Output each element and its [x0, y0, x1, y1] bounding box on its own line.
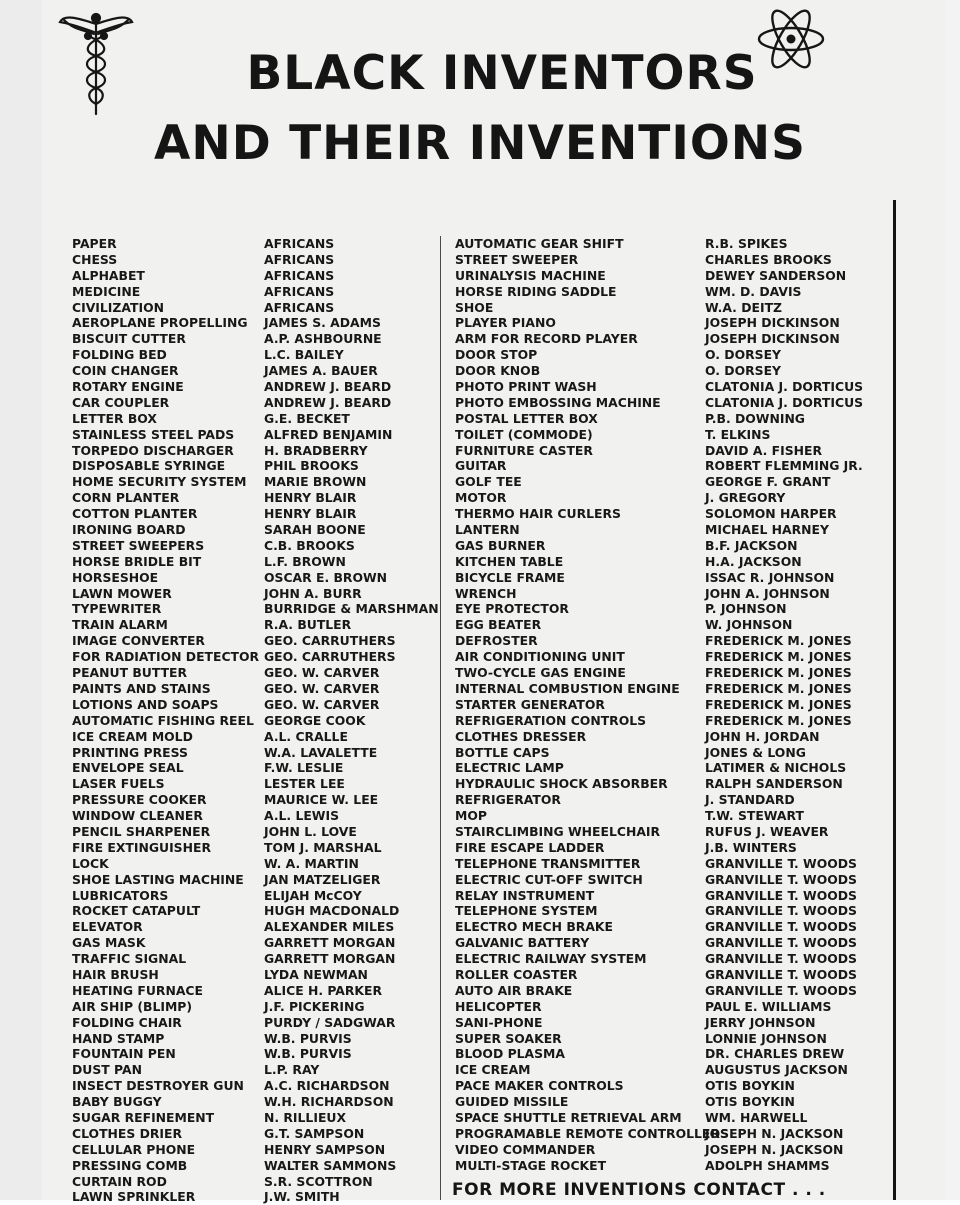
invention-item: PROGRAMABLE REMOTE CONTROLLERS — [455, 1125, 729, 1141]
inventor-item: SARAH BOONE — [264, 522, 366, 538]
invention-item: CLOTHES DRESSER — [455, 728, 587, 744]
inventor-item: DAVID A. FISHER — [705, 442, 823, 458]
inventor-item: AFRICANS — [264, 236, 335, 251]
scan-margin-left — [0, 0, 42, 1200]
inventor-item: ANDREW J. BEARD — [264, 379, 392, 395]
invention-item: COIN CHANGER — [72, 363, 179, 379]
inventor-item: JOSEPH N. JACKSON — [705, 1141, 844, 1157]
inventor-item: MICHAEL HARNEY — [705, 522, 829, 538]
inventor-item: H. BRADBERRY — [264, 442, 368, 458]
invention-item: BISCUIT CUTTER — [72, 331, 186, 347]
inventor-item: SOLOMON HARPER — [705, 506, 837, 522]
invention-item: ELECTRIC RAILWAY SYSTEM — [455, 951, 647, 967]
invention-item: GOLF TEE — [455, 474, 522, 490]
invention-item: HEATING FURNACE — [72, 982, 203, 998]
inventor-item: JAN MATZELIGER — [264, 871, 381, 887]
inventor-item: GEO. CARRUTHERS — [264, 649, 396, 665]
invention-item: FOLDING CHAIR — [72, 1014, 182, 1030]
inventor-item: ROBERT FLEMMING JR. — [705, 458, 863, 474]
inventor-item: H.A. JACKSON — [705, 553, 802, 569]
inventor-item: G.T. SAMPSON — [264, 1125, 365, 1141]
inventor-item: JOSEPH N. JACKSON — [705, 1125, 844, 1141]
inventor-item: P. JOHNSON — [705, 601, 787, 617]
inventor-item: JONES & LONG — [705, 744, 806, 760]
invention-item: PENCIL SHARPENER — [72, 823, 211, 839]
inventor-item: TOM J. MARSHAL — [264, 839, 382, 855]
inventor-item: PURDY / SADGWAR — [264, 1014, 396, 1030]
inventor-item: GRANVILLE T. WOODS — [705, 966, 857, 982]
inventor-item: GARRETT MORGAN — [264, 951, 396, 967]
invention-item: FIRE EXTINGUISHER — [72, 839, 211, 855]
invention-item: SANI-PHONE — [455, 1014, 543, 1030]
invention-item: FOR RADIATION DETECTOR — [72, 649, 260, 665]
inventor-item: PHIL BROOKS — [264, 458, 359, 474]
inventor-item: ANDREW J. BEARD — [264, 394, 392, 410]
invention-item: AUTOMATIC FISHING REEL — [72, 712, 254, 728]
invention-item: LOCK — [72, 855, 109, 871]
inventor-item: GRANVILLE T. WOODS — [705, 951, 857, 967]
invention-item: LAWN SPRINKLER — [72, 1189, 196, 1205]
invention-item: DOOR KNOB — [455, 363, 541, 379]
inventor-item: JOHN A. BURR — [264, 585, 362, 601]
inventor-item: ALFRED BENJAMIN — [264, 426, 393, 442]
invention-item: CIVILIZATION — [72, 299, 164, 315]
invention-item: URINALYSIS MACHINE — [455, 267, 606, 283]
invention-item: BOTTLE CAPS — [455, 744, 550, 760]
invention-item: PRINTING PRESS — [72, 744, 188, 760]
inventor-item: BURRIDGE & MARSHMAN — [264, 601, 439, 617]
inventor-item: GEORGE COOK — [264, 712, 366, 728]
invention-item: MOTOR — [455, 490, 507, 506]
invention-item: INSECT DESTROYER GUN — [72, 1078, 244, 1094]
inventor-item: J.B. WINTERS — [705, 839, 797, 855]
invention-item: TELEPHONE SYSTEM — [455, 903, 598, 919]
invention-item: RELAY INSTRUMENT — [455, 887, 595, 903]
invention-item: STREET SWEEPERS — [72, 537, 205, 553]
invention-item: LOTIONS AND SOAPS — [72, 696, 219, 712]
inventor-item: GEORGE F. GRANT — [705, 474, 831, 490]
inventor-item: DR. CHARLES DREW — [705, 1046, 845, 1062]
invention-item: GAS BURNER — [455, 537, 546, 553]
invention-item: PLAYER PIANO — [455, 315, 556, 331]
invention-item: GAS MASK — [72, 935, 146, 951]
invention-item: TELEPHONE TRANSMITTER — [455, 855, 641, 871]
invention-item: ELECTRIC CUT-OFF SWITCH — [455, 871, 643, 887]
inventor-item: W.A. LAVALETTE — [264, 744, 378, 760]
inventor-item: CLATONIA J. DORTICUS — [705, 394, 864, 410]
invention-item: FIRE ESCAPE LADDER — [455, 839, 605, 855]
right-inventors-column — [705, 236, 863, 1174]
inventor-item: JERRY JOHNSON — [705, 1014, 816, 1030]
invention-item: SHOE — [455, 299, 494, 315]
invention-item: PAPER — [72, 236, 117, 251]
scan-margin-right — [946, 0, 960, 1200]
invention-item: LANTERN — [455, 522, 520, 538]
invention-item: ICE CREAM MOLD — [72, 728, 193, 744]
inventor-item: CLATONIA J. DORTICUS — [705, 379, 864, 395]
inventor-item: JOHN L. LOVE — [264, 823, 357, 839]
inventor-item: LESTER LEE — [264, 776, 345, 792]
inventor-item: JAMES S. ADAMS — [264, 315, 381, 331]
inventor-item: AFRICANS — [264, 251, 335, 267]
inventor-item: L.F. BROWN — [264, 553, 346, 569]
invention-item: TYPEWRITER — [72, 601, 162, 617]
invention-item: DOOR STOP — [455, 347, 538, 363]
inventor-item: ADOLPH SHAMMS — [705, 1157, 830, 1173]
inventor-item: CHARLES BROOKS — [705, 251, 832, 267]
invention-item: DISPOSABLE SYRINGE — [72, 458, 226, 474]
invention-item: FURNITURE CASTER — [455, 442, 593, 458]
inventor-item: HENRY BLAIR — [264, 490, 357, 506]
invention-item: IRONING BOARD — [72, 522, 186, 538]
invention-item: STAIRCLIMBING WHEELCHAIR — [455, 823, 661, 839]
invention-item: PHOTO EMBOSSING MACHINE — [455, 394, 661, 410]
inventor-item: W.B. PURVIS — [264, 1030, 352, 1046]
inventor-item: OTIS BOYKIN — [705, 1094, 795, 1110]
invention-item: HORSESHOE — [72, 569, 159, 585]
inventor-item: OTIS BOYKIN — [705, 1078, 795, 1094]
invention-item: SPACE SHUTTLE RETRIEVAL ARM — [455, 1109, 682, 1125]
invention-item: SHOE LASTING MACHINE — [72, 871, 244, 887]
inventor-item: W.B. PURVIS — [264, 1046, 352, 1062]
invention-item: AIR SHIP (BLIMP) — [72, 998, 193, 1014]
invention-item: PAINTS AND STAINS — [72, 680, 211, 696]
invention-item: AEROPLANE PROPELLING — [72, 315, 248, 331]
invention-item: ELECTRO MECH BRAKE — [455, 919, 613, 935]
inventor-item: GEO. W. CARVER — [264, 680, 380, 696]
invention-item: ROCKET CATAPULT — [72, 903, 201, 919]
inventor-item: AUGUSTUS JACKSON — [705, 1062, 848, 1078]
invention-item: THERMO HAIR CURLERS — [455, 506, 621, 522]
inventor-item: T.W. STEWART — [705, 808, 804, 824]
inventor-item: FREDERICK M. JONES — [705, 633, 852, 649]
inventor-item: J.W. SMITH — [264, 1189, 340, 1205]
inventor-item: GEO. CARRUTHERS — [264, 633, 396, 649]
invention-item: STAINLESS STEEL PADS — [72, 426, 235, 442]
invention-item: INTERNAL COMBUSTION ENGINE — [455, 680, 680, 696]
inventor-item: GARRETT MORGAN — [264, 935, 396, 951]
inventor-item: GRANVILLE T. WOODS — [705, 903, 857, 919]
inventor-item: W. JOHNSON — [705, 617, 793, 633]
invention-item: TOILET (COMMODE) — [455, 426, 593, 442]
invention-item: COTTON PLANTER — [72, 506, 198, 522]
inventor-item: B.F. JACKSON — [705, 537, 798, 553]
invention-item: VIDEO COMMANDER — [455, 1141, 596, 1157]
inventor-item: A.P. ASHBOURNE — [264, 331, 382, 347]
invention-item: HAIR BRUSH — [72, 966, 159, 982]
inventor-item: AFRICANS — [264, 283, 335, 299]
inventor-item: W. A. MARTIN — [264, 855, 359, 871]
inventor-item: RALPH SANDERSON — [705, 776, 843, 792]
invention-item: CHESS — [72, 251, 118, 267]
invention-item: IMAGE CONVERTER — [72, 633, 205, 649]
inventor-item: WALTER SAMMONS — [264, 1157, 397, 1173]
invention-item: ALPHABET — [72, 267, 145, 283]
inventor-item: A.L. CRALLE — [264, 728, 348, 744]
invention-item: BABY BUGGY — [72, 1094, 162, 1110]
inventor-item: WM. HARWELL — [705, 1109, 808, 1125]
inventor-item: P.B. DOWNING — [705, 410, 805, 426]
invention-item: HAND STAMP — [72, 1030, 165, 1046]
invention-item: STREET SWEEPER — [455, 251, 579, 267]
inventor-item: FREDERICK M. JONES — [705, 680, 852, 696]
invention-item: BICYCLE FRAME — [455, 569, 565, 585]
invention-item: REFRIGERATOR — [455, 792, 561, 808]
invention-item: AUTOMATIC GEAR SHIFT — [455, 236, 624, 251]
left-inventions-column — [72, 236, 259, 1205]
inventor-item: FREDERICK M. JONES — [705, 712, 852, 728]
invention-item: HORSE BRIDLE BIT — [72, 553, 202, 569]
invention-item: WRENCH — [455, 585, 517, 601]
inventor-item: GRANVILLE T. WOODS — [705, 919, 857, 935]
inventor-item: PAUL E. WILLIAMS — [705, 998, 832, 1014]
inventor-item: R.B. SPIKES — [705, 236, 788, 251]
invention-item: ELEVATOR — [72, 919, 143, 935]
inventor-item: AFRICANS — [264, 267, 335, 283]
inventor-item: J.F. PICKERING — [264, 998, 365, 1014]
inventor-item: MAURICE W. LEE — [264, 792, 379, 808]
invention-item: HELICOPTER — [455, 998, 542, 1014]
invention-item: LASER FUELS — [72, 776, 165, 792]
left-inventors-column — [264, 236, 439, 1205]
inventor-item: W.A. DEITZ — [705, 299, 782, 315]
inventor-item: N. RILLIEUX — [264, 1109, 347, 1125]
inventor-item: FREDERICK M. JONES — [705, 696, 852, 712]
inventor-item: HENRY BLAIR — [264, 506, 357, 522]
inventor-item: WM. D. DAVIS — [705, 283, 802, 299]
invention-item: FOLDING BED — [72, 347, 167, 363]
inventor-item: ALEXANDER MILES — [264, 919, 395, 935]
invention-item: ELECTRIC LAMP — [455, 760, 564, 776]
inventor-item: GRANVILLE T. WOODS — [705, 887, 857, 903]
inventor-item: GRANVILLE T. WOODS — [705, 855, 857, 871]
invention-item: EGG BEATER — [455, 617, 542, 633]
invention-item: PRESSURE COOKER — [72, 792, 207, 808]
inventor-item: C.B. BROOKS — [264, 537, 355, 553]
invention-item: LETTER BOX — [72, 410, 157, 426]
inventor-item: JOHN A. JOHNSON — [705, 585, 830, 601]
invention-item: FOUNTAIN PEN — [72, 1046, 176, 1062]
invention-item: ENVELOPE SEAL — [72, 760, 184, 776]
inventor-item: OSCAR E. BROWN — [264, 569, 388, 585]
invention-item: MEDICINE — [72, 283, 141, 299]
invention-item: HORSE RIDING SADDLE — [455, 283, 617, 299]
invention-item: CLOTHES DRIER — [72, 1125, 183, 1141]
invention-item: CORN PLANTER — [72, 490, 180, 506]
invention-item: TWO-CYCLE GAS ENGINE — [455, 665, 626, 681]
inventor-item: A.L. LEWIS — [264, 808, 340, 824]
invention-item: PRESSING COMB — [72, 1157, 188, 1173]
inventor-item: ELIJAH McCOY — [264, 887, 362, 903]
inventor-item: FREDERICK M. JONES — [705, 649, 852, 665]
inventor-item: JOHN H. JORDAN — [705, 728, 820, 744]
inventor-item: F.W. LESLIE — [264, 760, 344, 776]
invention-item: MOP — [455, 808, 487, 824]
footer-contact-text: FOR MORE INVENTIONS CONTACT . . . — [452, 1180, 826, 1200]
invention-item: AIR CONDITIONING UNIT — [455, 649, 625, 665]
inventor-item: GEO. W. CARVER — [264, 665, 380, 681]
invention-item: CAR COUPLER — [72, 394, 170, 410]
invention-item: ROLLER COASTER — [455, 966, 578, 982]
inventor-item: LYDA NEWMAN — [264, 966, 368, 982]
invention-item: REFRIGERATION CONTROLS — [455, 712, 647, 728]
invention-item: DUST PAN — [72, 1062, 142, 1078]
invention-item: CELLULAR PHONE — [72, 1141, 196, 1157]
inventor-item: J. STANDARD — [705, 792, 795, 808]
invention-item: AUTO AIR BRAKE — [455, 982, 573, 998]
inventor-item: O. DORSEY — [705, 347, 782, 363]
invention-item: TRAIN ALARM — [72, 617, 168, 633]
invention-item: MULTI-STAGE ROCKET — [455, 1157, 607, 1173]
inventor-item: A.C. RICHARDSON — [264, 1078, 390, 1094]
invention-item: LUBRICATORS — [72, 887, 169, 903]
inventor-item: G.E. BECKET — [264, 410, 350, 426]
invention-item: CURTAIN ROD — [72, 1173, 167, 1189]
inventor-item: ALICE H. PARKER — [264, 982, 383, 998]
invention-item: SUGAR REFINEMENT — [72, 1109, 215, 1125]
inventor-item: LONNIE JOHNSON — [705, 1030, 827, 1046]
invention-item: ARM FOR RECORD PLAYER — [455, 331, 638, 347]
invention-item: PHOTO PRINT WASH — [455, 379, 597, 395]
inventor-item: ISSAC R. JOHNSON — [705, 569, 835, 585]
inventor-item: MARIE BROWN — [264, 474, 367, 490]
invention-item: POSTAL LETTER BOX — [455, 410, 598, 426]
inventor-item: HENRY SAMPSON — [264, 1141, 386, 1157]
invention-item: STARTER GENERATOR — [455, 696, 605, 712]
inventor-item: GRANVILLE T. WOODS — [705, 982, 857, 998]
right-inventions-column — [455, 236, 729, 1174]
invention-item: GUITAR — [455, 458, 507, 474]
inventor-item: JAMES A. BAUER — [264, 363, 378, 379]
inventor-item: DEWEY SANDERSON — [705, 267, 847, 283]
invention-item: PEANUT BUTTER — [72, 665, 188, 681]
page-border-right — [893, 200, 896, 1200]
inventor-item: HUGH MACDONALD — [264, 903, 400, 919]
inventor-item: L.C. BAILEY — [264, 347, 344, 363]
invention-item: HYDRAULIC SHOCK ABSORBER — [455, 776, 668, 792]
page-title-line-1: BLACK INVENTORS — [246, 46, 758, 101]
invention-item: TRAFFIC SIGNAL — [72, 951, 187, 967]
inventor-item: FREDERICK M. JONES — [705, 665, 852, 681]
inventor-item: O. DORSEY — [705, 363, 782, 379]
inventor-item: GRANVILLE T. WOODS — [705, 871, 857, 887]
invention-item: PACE MAKER CONTROLS — [455, 1078, 624, 1094]
invention-item: LAWN MOWER — [72, 585, 172, 601]
invention-item: SUPER SOAKER — [455, 1030, 562, 1046]
inventor-item: R.A. BUTLER — [264, 617, 352, 633]
inventor-item: W.H. RICHARDSON — [264, 1094, 394, 1110]
inventor-item: S.R. SCOTTRON — [264, 1173, 373, 1189]
invention-item: EYE PROTECTOR — [455, 601, 569, 617]
column-divider — [440, 236, 441, 1200]
page-title-line-2: AND THEIR INVENTIONS — [154, 116, 806, 171]
invention-item: WINDOW CLEANER — [72, 808, 203, 824]
invention-item: HOME SECURITY SYSTEM — [72, 474, 247, 490]
inventor-item: JOSEPH DICKINSON — [705, 315, 840, 331]
invention-item: DEFROSTER — [455, 633, 538, 649]
inventor-item: J. GREGORY — [705, 490, 786, 506]
inventor-item: GRANVILLE T. WOODS — [705, 935, 857, 951]
invention-item: BLOOD PLASMA — [455, 1046, 565, 1062]
inventor-item: AFRICANS — [264, 299, 335, 315]
invention-item: KITCHEN TABLE — [455, 553, 564, 569]
invention-item: GALVANIC BATTERY — [455, 935, 590, 951]
invention-item: GUIDED MISSILE — [455, 1094, 569, 1110]
inventor-item: JOSEPH DICKINSON — [705, 331, 840, 347]
invention-item: ROTARY ENGINE — [72, 379, 184, 395]
invention-item: TORPEDO DISCHARGER — [72, 442, 234, 458]
inventor-item: RUFUS J. WEAVER — [705, 823, 829, 839]
inventor-item: GEO. W. CARVER — [264, 696, 380, 712]
invention-item: ICE CREAM — [455, 1062, 531, 1078]
inventor-item: L.P. RAY — [264, 1062, 320, 1078]
inventor-item: T. ELKINS — [705, 426, 771, 442]
inventor-item: LATIMER & NICHOLS — [705, 760, 847, 776]
